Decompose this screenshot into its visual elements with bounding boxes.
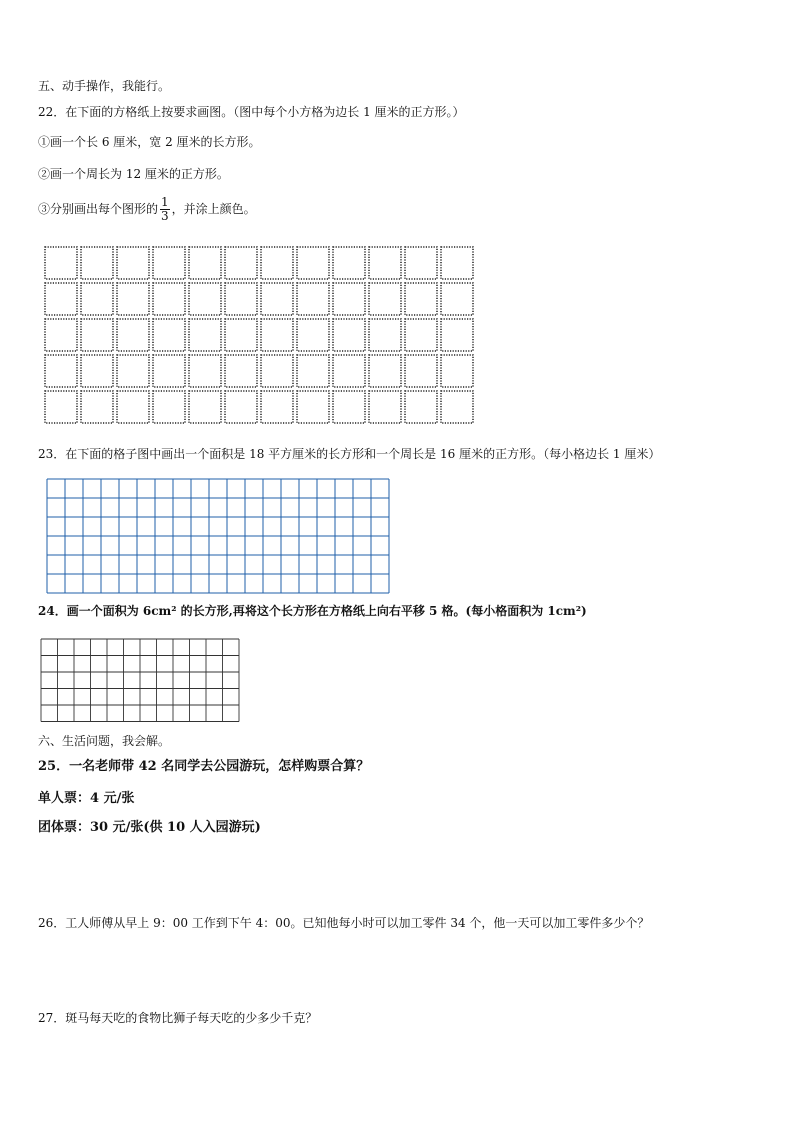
grid-cell[interactable]: [45, 391, 77, 423]
q22-item-3-prefix: ③分别画出每个图形的: [38, 202, 159, 216]
grid-cell[interactable]: [261, 247, 293, 279]
grid-cell[interactable]: [441, 355, 473, 387]
section-5-title: 五、动手操作，我能行。: [38, 79, 171, 93]
grid-cell[interactable]: [225, 355, 257, 387]
grid-cell[interactable]: [45, 319, 77, 351]
q24-stem: 24．画一个面积为 6cm² 的长方形,再将这个长方形在方格纸上向右平移 5 格。(每小格面积为 1cm²): [38, 604, 587, 618]
grid-cell[interactable]: [81, 247, 113, 279]
fraction-one-third: [160, 196, 170, 223]
grid-cell[interactable]: [297, 355, 329, 387]
grid-cell[interactable]: [441, 391, 473, 423]
grid-cell[interactable]: [225, 319, 257, 351]
grid-cell[interactable]: [225, 283, 257, 315]
grid-cell[interactable]: [297, 283, 329, 315]
q22-item-2: ②画一个周长为 12 厘米的正方形。: [38, 167, 229, 181]
grid-cell[interactable]: [117, 247, 149, 279]
grid-cell[interactable]: [369, 355, 401, 387]
grid-cell[interactable]: [441, 247, 473, 279]
grid-cell[interactable]: [153, 283, 185, 315]
grid-cell[interactable]: [81, 283, 113, 315]
grid-cell[interactable]: [333, 391, 365, 423]
grid-cell[interactable]: [45, 355, 77, 387]
grid-cell[interactable]: [405, 319, 437, 351]
grid-cell[interactable]: [297, 319, 329, 351]
q24-grid[interactable]: [40, 638, 242, 723]
grid-cell[interactable]: [369, 391, 401, 423]
section-6-title: 六、生活问题，我会解。: [38, 734, 171, 748]
grid-cell[interactable]: [405, 355, 437, 387]
q26-stem: 26．工人师傅从早上 9：00 工作到下午 4：00。已知他每小时可以加工零件 34 个，他一天可以加工零件多少个？: [38, 916, 650, 930]
grid-cell[interactable]: [189, 247, 221, 279]
grid-cell[interactable]: [405, 391, 437, 423]
grid-cell[interactable]: [117, 355, 149, 387]
grid-cell[interactable]: [297, 391, 329, 423]
grid-cell[interactable]: [117, 319, 149, 351]
grid-cell[interactable]: [333, 355, 365, 387]
grid-cell[interactable]: [81, 355, 113, 387]
grid-cell[interactable]: [117, 391, 149, 423]
grid-cell[interactable]: [225, 247, 257, 279]
grid-cell[interactable]: [261, 391, 293, 423]
grid-cell[interactable]: [369, 247, 401, 279]
q25-stem: 25．一名老师带 42 名同学去公园游玩，怎样购票合算？: [38, 759, 370, 774]
grid-cell[interactable]: [405, 283, 437, 315]
fraction-denominator: 3: [161, 209, 169, 223]
q27-stem: 27．斑马每天吃的食物比狮子每天吃的少多少千克？: [38, 1011, 318, 1025]
grid-cell[interactable]: [441, 283, 473, 315]
q22-item-3-suffix: ，并涂上颜色。: [171, 202, 256, 216]
grid-cell[interactable]: [261, 355, 293, 387]
grid-cell[interactable]: [45, 283, 77, 315]
grid-cell[interactable]: [369, 283, 401, 315]
q25-group-ticket: 团体票：30 元/张(供 10 人入园游玩): [38, 820, 261, 835]
q23-stem: 23．在下面的格子图中画出一个面积是 18 平方厘米的长方形和一个周长是 16 厘米的正方形。（每小格边长 1 厘米）: [38, 447, 661, 461]
grid-cell[interactable]: [153, 247, 185, 279]
q25-single-ticket: 单人票：4 元/张: [38, 791, 135, 806]
q23-blue-grid[interactable]: [46, 478, 391, 594]
fraction-numerator: 1: [161, 195, 169, 209]
grid-cell[interactable]: [369, 319, 401, 351]
grid-cell[interactable]: [81, 319, 113, 351]
q22-item-1: ①画一个长 6 厘米，宽 2 厘米的长方形。: [38, 135, 261, 149]
grid-cell[interactable]: [261, 319, 293, 351]
q22-stem: 22．在下面的方格纸上按要求画图。（图中每个小方格为边长 1 厘米的正方形。）: [38, 105, 465, 119]
grid-cell[interactable]: [333, 247, 365, 279]
grid-cell[interactable]: [333, 319, 365, 351]
grid-cell[interactable]: [81, 391, 113, 423]
grid-cell[interactable]: [297, 247, 329, 279]
grid-cell[interactable]: [441, 319, 473, 351]
grid-cell[interactable]: [153, 319, 185, 351]
q22-dotted-grid[interactable]: [44, 246, 476, 428]
grid-cell[interactable]: [261, 283, 293, 315]
grid-cell[interactable]: [189, 391, 221, 423]
grid-cell[interactable]: [225, 391, 257, 423]
grid-cell[interactable]: [189, 283, 221, 315]
grid-cell[interactable]: [117, 283, 149, 315]
grid-cell[interactable]: [405, 247, 437, 279]
grid-cell[interactable]: [189, 319, 221, 351]
grid-cell[interactable]: [333, 283, 365, 315]
grid-cell[interactable]: [45, 247, 77, 279]
grid-cell[interactable]: [153, 355, 185, 387]
q22-item-3: [38, 194, 256, 224]
grid-cell[interactable]: [153, 391, 185, 423]
grid-cell[interactable]: [189, 355, 221, 387]
